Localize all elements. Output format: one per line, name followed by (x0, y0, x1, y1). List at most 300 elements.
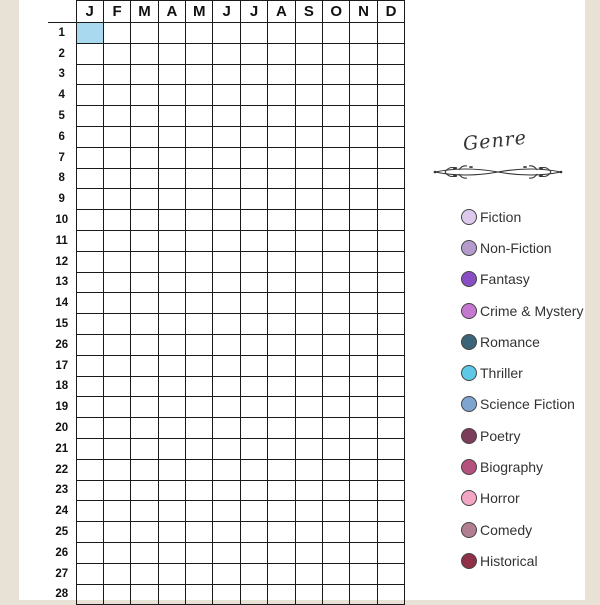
tracker-cell[interactable] (240, 459, 267, 480)
tracker-cell[interactable] (213, 459, 240, 480)
tracker-cell[interactable] (323, 168, 350, 189)
tracker-cell[interactable] (76, 314, 103, 335)
tracker-cell[interactable] (295, 189, 322, 210)
tracker-cell[interactable] (103, 418, 130, 439)
tracker-cell[interactable] (377, 43, 404, 64)
tracker-cell[interactable] (103, 293, 130, 314)
tracker-cell[interactable] (76, 251, 103, 272)
tracker-cell[interactable] (158, 272, 185, 293)
tracker-cell[interactable] (377, 126, 404, 147)
tracker-cell[interactable] (350, 43, 377, 64)
tracker-cell[interactable] (213, 230, 240, 251)
tracker-cell[interactable] (103, 106, 130, 127)
tracker-cell[interactable] (240, 168, 267, 189)
tracker-cell[interactable] (186, 438, 213, 459)
tracker-cell[interactable] (131, 501, 158, 522)
tracker-cell[interactable] (76, 293, 103, 314)
tracker-cell[interactable] (213, 418, 240, 439)
tracker-cell[interactable] (323, 106, 350, 127)
tracker-cell[interactable] (350, 522, 377, 543)
tracker-cell[interactable] (213, 334, 240, 355)
tracker-cell[interactable] (295, 43, 322, 64)
tracker-cell[interactable] (268, 418, 295, 439)
tracker-cell[interactable] (76, 43, 103, 64)
tracker-cell[interactable] (213, 106, 240, 127)
tracker-cell[interactable] (268, 64, 295, 85)
tracker-cell[interactable] (158, 43, 185, 64)
tracker-cell[interactable] (350, 147, 377, 168)
tracker-cell[interactable] (295, 397, 322, 418)
tracker-cell[interactable] (268, 106, 295, 127)
tracker-cell[interactable] (323, 501, 350, 522)
tracker-cell[interactable] (268, 563, 295, 584)
tracker-cell[interactable] (350, 272, 377, 293)
tracker-cell[interactable] (350, 397, 377, 418)
tracker-cell[interactable] (103, 23, 130, 44)
tracker-cell[interactable] (323, 355, 350, 376)
tracker-cell[interactable] (158, 314, 185, 335)
tracker-cell[interactable] (350, 126, 377, 147)
tracker-cell[interactable] (350, 459, 377, 480)
tracker-cell[interactable] (213, 85, 240, 106)
tracker-cell[interactable] (76, 334, 103, 355)
tracker-cell[interactable] (158, 376, 185, 397)
tracker-cell[interactable] (240, 438, 267, 459)
tracker-cell[interactable] (103, 64, 130, 85)
tracker-cell[interactable] (323, 85, 350, 106)
tracker-cell[interactable] (377, 584, 404, 605)
tracker-cell[interactable] (213, 438, 240, 459)
tracker-cell[interactable] (377, 64, 404, 85)
tracker-cell[interactable] (158, 210, 185, 231)
tracker-cell[interactable] (158, 501, 185, 522)
tracker-cell[interactable] (158, 438, 185, 459)
tracker-cell[interactable] (186, 168, 213, 189)
tracker-cell[interactable] (323, 584, 350, 605)
tracker-cell[interactable] (268, 376, 295, 397)
tracker-cell[interactable] (350, 64, 377, 85)
tracker-cell[interactable] (323, 438, 350, 459)
tracker-cell[interactable] (131, 85, 158, 106)
tracker-cell[interactable] (350, 23, 377, 44)
tracker-cell[interactable] (131, 334, 158, 355)
tracker-cell[interactable] (213, 251, 240, 272)
tracker-cell[interactable] (186, 334, 213, 355)
tracker-cell[interactable] (76, 210, 103, 231)
tracker-cell[interactable] (131, 210, 158, 231)
tracker-cell[interactable] (103, 542, 130, 563)
tracker-cell[interactable] (377, 376, 404, 397)
tracker-cell[interactable] (103, 251, 130, 272)
tracker-cell[interactable] (268, 23, 295, 44)
tracker-cell[interactable] (377, 168, 404, 189)
tracker-cell[interactable] (213, 293, 240, 314)
tracker-cell[interactable] (350, 251, 377, 272)
tracker-cell[interactable] (295, 584, 322, 605)
tracker-cell[interactable] (350, 563, 377, 584)
tracker-cell[interactable] (76, 126, 103, 147)
tracker-cell[interactable] (131, 542, 158, 563)
tracker-cell[interactable] (240, 293, 267, 314)
tracker-cell[interactable] (377, 542, 404, 563)
tracker-cell[interactable] (131, 272, 158, 293)
tracker-cell[interactable] (103, 438, 130, 459)
tracker-cell[interactable] (131, 584, 158, 605)
tracker-cell[interactable] (295, 126, 322, 147)
tracker-cell[interactable] (76, 376, 103, 397)
tracker-cell[interactable] (350, 106, 377, 127)
tracker-cell[interactable] (158, 584, 185, 605)
tracker-cell[interactable] (295, 376, 322, 397)
tracker-cell[interactable] (103, 459, 130, 480)
tracker-cell[interactable] (268, 397, 295, 418)
tracker-cell[interactable] (377, 522, 404, 543)
tracker-cell[interactable] (377, 23, 404, 44)
tracker-cell[interactable] (240, 23, 267, 44)
tracker-cell[interactable] (295, 85, 322, 106)
tracker-cell[interactable] (76, 189, 103, 210)
tracker-cell[interactable] (295, 459, 322, 480)
tracker-cell[interactable] (377, 85, 404, 106)
tracker-cell[interactable] (103, 210, 130, 231)
tracker-cell[interactable] (323, 147, 350, 168)
tracker-cell[interactable] (76, 397, 103, 418)
tracker-cell[interactable] (295, 272, 322, 293)
tracker-cell[interactable] (377, 147, 404, 168)
tracker-cell[interactable] (268, 334, 295, 355)
tracker-cell[interactable] (295, 314, 322, 335)
tracker-cell[interactable] (377, 355, 404, 376)
tracker-cell[interactable] (103, 522, 130, 543)
tracker-cell[interactable] (350, 168, 377, 189)
tracker-cell[interactable] (213, 126, 240, 147)
tracker-cell[interactable] (240, 376, 267, 397)
tracker-cell[interactable] (295, 251, 322, 272)
tracker-cell[interactable] (268, 355, 295, 376)
tracker-cell[interactable] (131, 23, 158, 44)
tracker-cell[interactable] (295, 210, 322, 231)
tracker-cell[interactable] (323, 126, 350, 147)
tracker-cell[interactable] (186, 251, 213, 272)
tracker-cell[interactable] (295, 418, 322, 439)
tracker-cell[interactable] (323, 314, 350, 335)
tracker-cell[interactable] (186, 106, 213, 127)
tracker-cell[interactable] (323, 210, 350, 231)
tracker-cell[interactable] (186, 210, 213, 231)
tracker-cell[interactable] (350, 293, 377, 314)
tracker-cell[interactable] (213, 189, 240, 210)
tracker-cell[interactable] (240, 480, 267, 501)
tracker-cell[interactable] (131, 563, 158, 584)
tracker-cell[interactable] (350, 314, 377, 335)
tracker-cell[interactable] (131, 64, 158, 85)
tracker-cell[interactable] (103, 584, 130, 605)
tracker-cell[interactable] (213, 397, 240, 418)
tracker-cell[interactable] (295, 522, 322, 543)
tracker-cell[interactable] (186, 480, 213, 501)
tracker-cell[interactable] (158, 418, 185, 439)
tracker-cell[interactable] (295, 230, 322, 251)
tracker-cell[interactable] (158, 334, 185, 355)
tracker-cell[interactable] (213, 376, 240, 397)
tracker-cell[interactable] (158, 459, 185, 480)
tracker-cell[interactable] (186, 397, 213, 418)
tracker-cell[interactable] (240, 106, 267, 127)
tracker-cell[interactable] (377, 210, 404, 231)
tracker-cell[interactable] (158, 355, 185, 376)
tracker-cell[interactable] (158, 251, 185, 272)
tracker-cell[interactable] (240, 314, 267, 335)
tracker-cell[interactable] (377, 418, 404, 439)
tracker-cell[interactable] (377, 272, 404, 293)
tracker-cell[interactable] (295, 438, 322, 459)
tracker-cell[interactable] (240, 251, 267, 272)
tracker-cell[interactable] (158, 147, 185, 168)
tracker-cell[interactable] (377, 106, 404, 127)
tracker-cell[interactable] (268, 147, 295, 168)
tracker-cell[interactable] (158, 480, 185, 501)
tracker-cell[interactable] (158, 293, 185, 314)
tracker-cell[interactable] (323, 397, 350, 418)
tracker-cell[interactable] (103, 272, 130, 293)
tracker-cell[interactable] (186, 230, 213, 251)
tracker-cell[interactable] (350, 85, 377, 106)
tracker-cell[interactable] (213, 272, 240, 293)
tracker-cell[interactable] (103, 189, 130, 210)
tracker-cell[interactable] (377, 189, 404, 210)
tracker-cell[interactable] (295, 334, 322, 355)
tracker-cell[interactable] (76, 147, 103, 168)
tracker-cell[interactable] (131, 522, 158, 543)
tracker-cell[interactable] (268, 43, 295, 64)
tracker-cell[interactable] (131, 293, 158, 314)
tracker-cell[interactable] (377, 459, 404, 480)
tracker-cell[interactable] (103, 314, 130, 335)
tracker-cell[interactable] (103, 563, 130, 584)
tracker-cell[interactable] (268, 459, 295, 480)
tracker-cell[interactable] (158, 85, 185, 106)
tracker-cell[interactable] (295, 23, 322, 44)
tracker-cell[interactable] (103, 168, 130, 189)
tracker-cell[interactable] (76, 418, 103, 439)
tracker-cell[interactable] (323, 189, 350, 210)
tracker-cell[interactable] (186, 23, 213, 44)
tracker-cell[interactable] (213, 64, 240, 85)
tracker-cell[interactable] (323, 251, 350, 272)
tracker-cell[interactable] (323, 334, 350, 355)
tracker-cell[interactable] (213, 563, 240, 584)
tracker-cell[interactable] (76, 459, 103, 480)
tracker-cell[interactable] (268, 314, 295, 335)
tracker-cell[interactable] (131, 43, 158, 64)
tracker-cell[interactable] (268, 272, 295, 293)
tracker-cell[interactable] (377, 438, 404, 459)
tracker-cell[interactable] (323, 43, 350, 64)
tracker-cell[interactable] (268, 230, 295, 251)
tracker-cell[interactable] (158, 397, 185, 418)
tracker-cell[interactable] (350, 230, 377, 251)
tracker-cell[interactable] (186, 64, 213, 85)
tracker-cell[interactable] (377, 251, 404, 272)
tracker-cell[interactable] (186, 147, 213, 168)
tracker-cell[interactable] (295, 293, 322, 314)
tracker-cell[interactable] (158, 106, 185, 127)
tracker-cell[interactable] (131, 459, 158, 480)
tracker-cell[interactable] (268, 501, 295, 522)
tracker-cell[interactable] (131, 126, 158, 147)
tracker-cell[interactable] (186, 418, 213, 439)
tracker-cell[interactable] (186, 563, 213, 584)
tracker-cell[interactable] (186, 272, 213, 293)
tracker-cell[interactable] (76, 542, 103, 563)
tracker-cell[interactable] (350, 501, 377, 522)
tracker-cell[interactable] (186, 376, 213, 397)
tracker-cell[interactable] (240, 334, 267, 355)
tracker-cell[interactable] (103, 334, 130, 355)
tracker-cell[interactable] (186, 85, 213, 106)
tracker-cell[interactable] (350, 418, 377, 439)
tracker-cell[interactable] (240, 355, 267, 376)
tracker-cell[interactable] (323, 459, 350, 480)
tracker-cell[interactable] (350, 210, 377, 231)
tracker-cell[interactable] (103, 126, 130, 147)
tracker-cell[interactable] (240, 85, 267, 106)
tracker-cell[interactable] (131, 147, 158, 168)
tracker-cell[interactable] (323, 272, 350, 293)
tracker-cell[interactable] (350, 584, 377, 605)
tracker-cell[interactable] (350, 438, 377, 459)
tracker-cell[interactable] (103, 397, 130, 418)
tracker-cell[interactable] (268, 251, 295, 272)
tracker-cell[interactable] (240, 43, 267, 64)
tracker-cell[interactable] (377, 397, 404, 418)
tracker-cell[interactable] (213, 43, 240, 64)
tracker-cell[interactable] (323, 522, 350, 543)
tracker-cell[interactable] (240, 230, 267, 251)
tracker-cell[interactable] (158, 189, 185, 210)
tracker-cell[interactable] (323, 563, 350, 584)
tracker-cell[interactable] (103, 147, 130, 168)
tracker-cell[interactable] (186, 293, 213, 314)
tracker-cell[interactable] (350, 355, 377, 376)
tracker-cell[interactable] (295, 542, 322, 563)
tracker-cell[interactable] (131, 480, 158, 501)
tracker-cell[interactable] (131, 106, 158, 127)
tracker-cell[interactable] (76, 85, 103, 106)
tracker-cell[interactable] (76, 501, 103, 522)
tracker-cell[interactable] (213, 522, 240, 543)
tracker-cell[interactable] (158, 522, 185, 543)
tracker-cell[interactable] (213, 480, 240, 501)
tracker-cell[interactable] (213, 314, 240, 335)
tracker-cell[interactable] (268, 522, 295, 543)
tracker-cell[interactable] (240, 563, 267, 584)
tracker-cell[interactable] (295, 64, 322, 85)
tracker-cell[interactable] (240, 147, 267, 168)
tracker-cell[interactable] (268, 293, 295, 314)
tracker-cell[interactable] (131, 168, 158, 189)
tracker-cell[interactable] (213, 23, 240, 44)
tracker-cell[interactable] (131, 376, 158, 397)
tracker-cell[interactable] (76, 64, 103, 85)
tracker-cell[interactable] (377, 293, 404, 314)
tracker-cell[interactable] (76, 480, 103, 501)
tracker-cell[interactable] (350, 334, 377, 355)
tracker-cell[interactable] (323, 480, 350, 501)
tracker-cell[interactable] (158, 168, 185, 189)
tracker-cell[interactable] (295, 480, 322, 501)
tracker-cell[interactable] (131, 355, 158, 376)
tracker-cell[interactable] (103, 230, 130, 251)
tracker-cell[interactable] (268, 210, 295, 231)
tracker-cell[interactable] (213, 147, 240, 168)
tracker-cell[interactable] (240, 542, 267, 563)
tracker-cell[interactable] (186, 459, 213, 480)
tracker-cell[interactable] (186, 43, 213, 64)
tracker-cell[interactable] (76, 584, 103, 605)
tracker-cell[interactable] (186, 126, 213, 147)
tracker-cell[interactable] (350, 542, 377, 563)
tracker-cell[interactable] (76, 272, 103, 293)
tracker-cell[interactable] (158, 126, 185, 147)
tracker-cell[interactable] (76, 563, 103, 584)
tracker-cell[interactable] (213, 501, 240, 522)
tracker-cell[interactable] (323, 376, 350, 397)
tracker-cell[interactable] (377, 334, 404, 355)
tracker-cell[interactable] (76, 438, 103, 459)
tracker-cell[interactable] (76, 168, 103, 189)
tracker-cell[interactable] (295, 168, 322, 189)
tracker-cell[interactable] (213, 542, 240, 563)
tracker-cell[interactable] (377, 480, 404, 501)
tracker-cell[interactable] (295, 106, 322, 127)
tracker-cell[interactable] (377, 230, 404, 251)
tracker-cell[interactable] (240, 397, 267, 418)
tracker-cell[interactable] (131, 418, 158, 439)
tracker-cell[interactable] (323, 542, 350, 563)
tracker-cell[interactable] (240, 210, 267, 231)
tracker-cell[interactable] (213, 355, 240, 376)
tracker-cell[interactable] (213, 210, 240, 231)
tracker-cell[interactable] (103, 355, 130, 376)
tracker-cell[interactable] (103, 501, 130, 522)
tracker-cell[interactable] (350, 376, 377, 397)
tracker-cell[interactable] (377, 314, 404, 335)
tracker-cell[interactable] (240, 501, 267, 522)
tracker-cell[interactable] (240, 584, 267, 605)
tracker-cell[interactable] (323, 418, 350, 439)
tracker-cell[interactable] (158, 23, 185, 44)
tracker-cell[interactable] (213, 168, 240, 189)
tracker-cell[interactable] (76, 23, 103, 44)
tracker-cell[interactable] (268, 126, 295, 147)
tracker-cell[interactable] (103, 85, 130, 106)
tracker-cell[interactable] (240, 64, 267, 85)
tracker-cell[interactable] (103, 376, 130, 397)
tracker-cell[interactable] (323, 23, 350, 44)
tracker-cell[interactable] (295, 563, 322, 584)
tracker-cell[interactable] (240, 418, 267, 439)
tracker-cell[interactable] (377, 563, 404, 584)
tracker-cell[interactable] (186, 584, 213, 605)
tracker-cell[interactable] (268, 438, 295, 459)
tracker-cell[interactable] (186, 355, 213, 376)
tracker-cell[interactable] (323, 64, 350, 85)
tracker-cell[interactable] (158, 563, 185, 584)
tracker-cell[interactable] (323, 230, 350, 251)
tracker-cell[interactable] (186, 522, 213, 543)
tracker-cell[interactable] (295, 501, 322, 522)
